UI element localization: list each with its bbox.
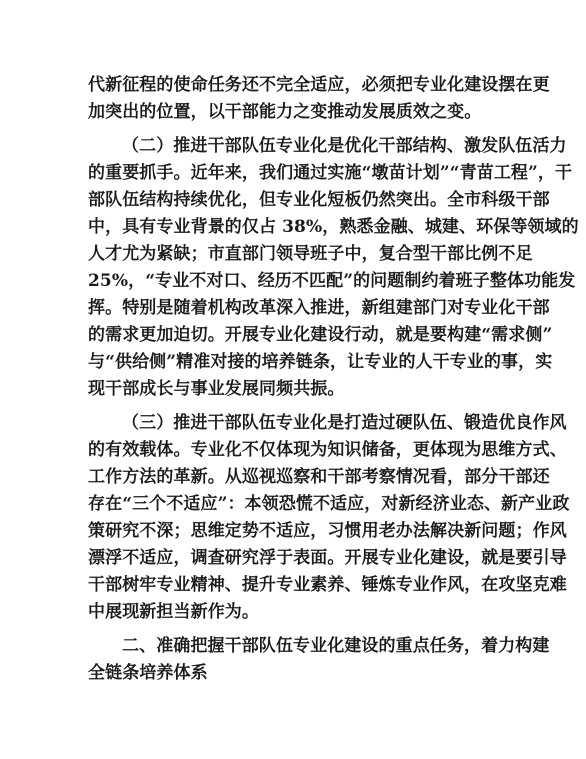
text-line: 存在“三个不适应”：本领恐慌不适应，对新经济业态、新产业政 [88,494,570,514]
paragraph-heading-line: （三）推进干部队伍专业化是打造过硬队伍、锻造优良作风 [122,413,567,433]
text-line: 25%，“专业不对口、经历不匹配”的问题制约着班子整体功能发 [88,271,576,291]
paragraph-gap [88,126,500,133]
text-line: 的有效载体。专业化不仅体现为知识储备，更体现为思维方式、 [88,440,567,460]
paragraph-heading-line: （二）推进干部队伍专业化是优化干部结构、激发队伍活力 [122,136,567,156]
text-line: 的重要抓手。近年来，我们通过实施“墩苗计划”“青苗工程”，干 [88,163,573,183]
text-line: 与“供给侧”精准对接的培养链条，让专业的人干专业的事，实 [88,352,553,372]
document-body [88,72,579,687]
section-heading-line: 二、准确把握干部队伍专业化建设的重点任务，着力构建 [122,636,550,656]
text-line: 的需求更加迫切。开展专业化建设行动，就是要构建“需求侧” [88,325,553,345]
text-line: 策研究不深；思维定势不适应，习惯用老办法解决新问题；作风 [88,521,567,541]
text-line: 挥。特别是随着机构改革深入推进，新组建部门对专业化干部 [88,298,550,318]
text-line: 漂浮不适应，调查研究浮于表面。开展专业化建设，就是要引导 [88,548,567,568]
paragraph-gap [88,626,500,633]
text-line: 代新征程的使命任务还不完全适应，必须把专业化建设摆在更 [88,75,550,95]
text-line: 中展现新担当新作为。 [88,602,259,622]
text-line: 干部树牢专业精神、提升专业素养、锤炼专业作风，在攻坚克难 [88,575,567,595]
paragraph-gap [88,403,500,410]
section-heading-line: 全链条培养体系 [88,663,208,683]
text-line: 部队伍结构持续优化，但专业化短板仍然突出。全市科级干部 [88,190,550,210]
text-line: 现干部成长与事业发展同频共振。 [88,379,345,399]
text-line: 人才尤为紧缺；市直部门领导班子中，复合型干部比例不足 [88,244,533,264]
text-line: 中，具有专业背景的仅占 38%，熟悉金融、城建、环保等领域的 [88,217,579,237]
text-line: 工作方法的革新。从巡视巡察和干部考察情况看，部分干部还 [88,467,550,487]
text-line: 加突出的位置，以干部能力之变推动发展质效之变。 [88,102,482,122]
